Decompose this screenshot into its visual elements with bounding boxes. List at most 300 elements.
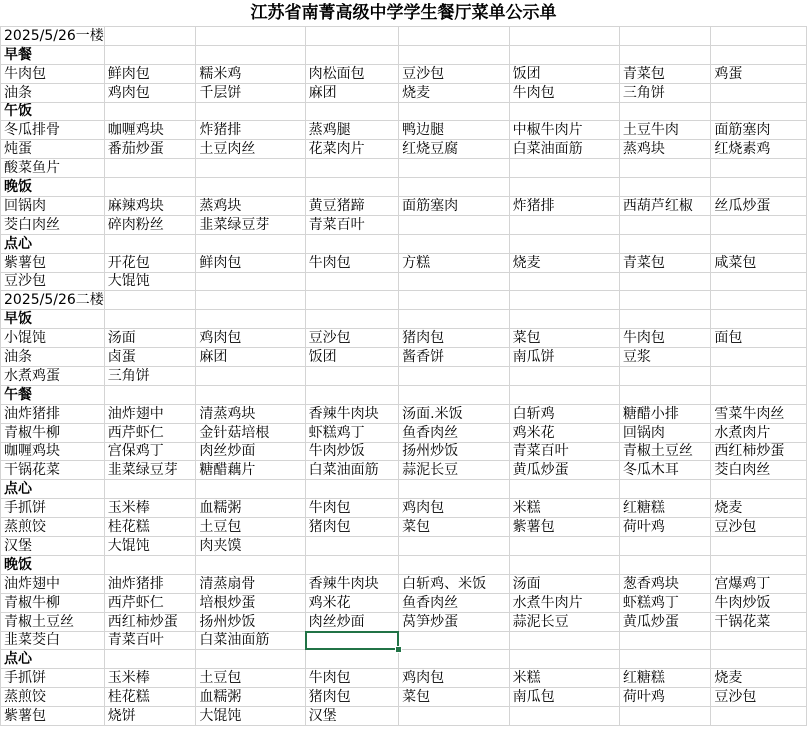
table-cell[interactable]: 蒸鸡腿 bbox=[305, 121, 399, 140]
table-cell[interactable]: 鸡肉包 bbox=[399, 669, 509, 688]
table-cell[interactable] bbox=[509, 291, 619, 310]
table-cell[interactable]: 牛肉包 bbox=[305, 499, 399, 518]
table-cell[interactable]: 青椒牛柳 bbox=[1, 423, 105, 442]
table-cell[interactable]: 干锅花菜 bbox=[1, 461, 105, 480]
table-cell[interactable] bbox=[305, 367, 399, 386]
table-cell[interactable]: 牛肉包 bbox=[509, 83, 619, 102]
table-cell[interactable] bbox=[104, 555, 196, 574]
table-cell[interactable]: 虾糕鸡丁 bbox=[305, 423, 399, 442]
table-cell[interactable]: 青菜百叶 bbox=[305, 215, 399, 234]
table-cell[interactable] bbox=[711, 178, 807, 197]
table-cell[interactable] bbox=[104, 291, 196, 310]
table-cell[interactable] bbox=[619, 385, 711, 404]
table-cell[interactable] bbox=[305, 291, 399, 310]
table-cell[interactable] bbox=[399, 178, 509, 197]
table-cell[interactable]: 荷叶鸡 bbox=[619, 688, 711, 707]
table-cell[interactable] bbox=[619, 555, 711, 574]
table-cell[interactable] bbox=[711, 310, 807, 329]
table-cell[interactable]: 鲜肉包 bbox=[104, 64, 196, 83]
table-cell[interactable] bbox=[399, 291, 509, 310]
table-cell[interactable]: 面包 bbox=[711, 329, 807, 348]
table-cell[interactable]: 桂花糕 bbox=[104, 518, 196, 537]
table-cell[interactable]: 南瓜包 bbox=[509, 688, 619, 707]
table-cell[interactable]: 油炸翅中 bbox=[104, 404, 196, 423]
table-cell[interactable]: 大馄饨 bbox=[104, 272, 196, 291]
table-cell[interactable]: 方糕 bbox=[399, 253, 509, 272]
table-cell[interactable] bbox=[305, 178, 399, 197]
section-header-cell[interactable]: 晚饭 bbox=[1, 555, 105, 574]
section-header-cell[interactable]: 点心 bbox=[1, 650, 105, 669]
section-header-cell[interactable]: 早餐 bbox=[1, 45, 105, 64]
table-cell[interactable] bbox=[104, 45, 196, 64]
table-cell[interactable]: 香辣牛肉块 bbox=[305, 574, 399, 593]
table-cell[interactable] bbox=[711, 234, 807, 253]
table-cell[interactable]: 肉丝炒面 bbox=[305, 612, 399, 631]
table-cell[interactable]: 咖喱鸡块 bbox=[1, 442, 105, 461]
table-cell[interactable]: 葱香鸡块 bbox=[619, 574, 711, 593]
table-cell[interactable]: 油条 bbox=[1, 348, 105, 367]
table-cell[interactable]: 西红柿炒蛋 bbox=[104, 612, 196, 631]
table-cell[interactable]: 鸡米花 bbox=[305, 593, 399, 612]
table-cell[interactable] bbox=[619, 367, 711, 386]
table-cell[interactable]: 宫爆鸡丁 bbox=[711, 574, 807, 593]
table-cell[interactable]: 水煮鸡蛋 bbox=[1, 367, 105, 386]
table-cell[interactable]: 牛肉包 bbox=[305, 253, 399, 272]
table-cell[interactable]: 牛肉炒饭 bbox=[711, 593, 807, 612]
table-cell[interactable] bbox=[305, 159, 399, 178]
table-cell[interactable]: 鱼香肉丝 bbox=[399, 423, 509, 442]
table-cell[interactable]: 玉米棒 bbox=[104, 669, 196, 688]
table-cell[interactable] bbox=[305, 45, 399, 64]
table-cell[interactable] bbox=[399, 631, 509, 650]
table-cell[interactable] bbox=[619, 234, 711, 253]
table-cell[interactable]: 青椒土豆丝 bbox=[619, 442, 711, 461]
table-cell[interactable] bbox=[196, 650, 305, 669]
table-cell[interactable]: 鸡肉包 bbox=[104, 83, 196, 102]
table-cell[interactable]: 面筋塞肉 bbox=[711, 121, 807, 140]
table-cell[interactable] bbox=[399, 385, 509, 404]
table-cell[interactable]: 面筋塞肉 bbox=[399, 197, 509, 216]
table-cell[interactable] bbox=[711, 159, 807, 178]
table-cell[interactable]: 烧麦 bbox=[509, 253, 619, 272]
table-cell[interactable]: 油条 bbox=[1, 83, 105, 102]
table-cell[interactable]: 白斩鸡 bbox=[509, 404, 619, 423]
table-cell[interactable] bbox=[711, 367, 807, 386]
table-cell[interactable]: 牛肉包 bbox=[619, 329, 711, 348]
table-cell[interactable]: 金针菇培根 bbox=[196, 423, 305, 442]
table-cell[interactable]: 紫薯包 bbox=[509, 518, 619, 537]
table-cell[interactable] bbox=[711, 83, 807, 102]
table-cell[interactable]: 2025/5/26一楼 bbox=[1, 27, 105, 46]
table-cell[interactable] bbox=[711, 707, 807, 726]
table-cell[interactable]: 牛肉包 bbox=[305, 669, 399, 688]
table-cell[interactable]: 碎肉粉丝 bbox=[104, 215, 196, 234]
table-cell[interactable] bbox=[104, 234, 196, 253]
table-cell[interactable]: 青椒土豆丝 bbox=[1, 612, 105, 631]
table-cell[interactable] bbox=[399, 480, 509, 499]
table-cell[interactable] bbox=[104, 27, 196, 46]
table-cell[interactable] bbox=[619, 480, 711, 499]
table-cell[interactable]: 鲜肉包 bbox=[196, 253, 305, 272]
table-cell[interactable]: 大馄饨 bbox=[104, 537, 196, 556]
table-cell[interactable] bbox=[196, 480, 305, 499]
table-cell[interactable] bbox=[619, 159, 711, 178]
table-cell[interactable] bbox=[305, 310, 399, 329]
table-cell[interactable]: 青菜百叶 bbox=[104, 631, 196, 650]
table-cell[interactable]: 鸡肉包 bbox=[399, 499, 509, 518]
table-cell[interactable]: 鸡蛋 bbox=[711, 64, 807, 83]
table-cell[interactable]: 紫薯包 bbox=[1, 253, 105, 272]
table-cell[interactable] bbox=[509, 272, 619, 291]
table-cell[interactable]: 宫保鸡丁 bbox=[104, 442, 196, 461]
table-cell[interactable]: 三角饼 bbox=[104, 367, 196, 386]
fill-handle[interactable] bbox=[395, 646, 402, 653]
table-row bbox=[1, 631, 807, 650]
table-cell[interactable] bbox=[104, 650, 196, 669]
table-cell[interactable] bbox=[305, 272, 399, 291]
table-cell[interactable] bbox=[399, 45, 509, 64]
table-cell[interactable] bbox=[711, 385, 807, 404]
table-cell[interactable]: 开花包 bbox=[104, 253, 196, 272]
table-cell[interactable] bbox=[196, 291, 305, 310]
table-cell[interactable]: 菜包 bbox=[399, 688, 509, 707]
table-cell[interactable]: 小馄饨 bbox=[1, 329, 105, 348]
table-cell[interactable]: 卤蛋 bbox=[104, 348, 196, 367]
table-cell[interactable]: 中椒牛肉片 bbox=[509, 121, 619, 140]
table-cell[interactable]: 猪肉包 bbox=[305, 518, 399, 537]
table-cell[interactable] bbox=[619, 27, 711, 46]
table-cell[interactable] bbox=[305, 385, 399, 404]
table-cell[interactable]: 烧麦 bbox=[711, 499, 807, 518]
section-header-cell[interactable]: 点心 bbox=[1, 234, 105, 253]
table-cell[interactable] bbox=[711, 45, 807, 64]
table-cell[interactable] bbox=[399, 272, 509, 291]
table-cell[interactable] bbox=[619, 272, 711, 291]
table-cell[interactable]: 西芹虾仁 bbox=[104, 423, 196, 442]
table-cell[interactable] bbox=[305, 650, 399, 669]
table-cell[interactable]: 牛肉包 bbox=[1, 64, 105, 83]
table-cell[interactable]: 糯米鸡 bbox=[196, 64, 305, 83]
table-cell[interactable] bbox=[619, 215, 711, 234]
table-cell[interactable]: 土豆包 bbox=[196, 669, 305, 688]
section-header-cell[interactable]: 午餐 bbox=[1, 385, 105, 404]
table-cell[interactable]: 汤面 bbox=[104, 329, 196, 348]
table-cell[interactable] bbox=[509, 650, 619, 669]
table-cell[interactable] bbox=[196, 234, 305, 253]
table-cell[interactable]: 丝瓜炒蛋 bbox=[711, 197, 807, 216]
table-cell[interactable]: 香辣牛肉块 bbox=[305, 404, 399, 423]
table-cell[interactable] bbox=[509, 310, 619, 329]
section-header-cell[interactable]: 晚饭 bbox=[1, 178, 105, 197]
table-cell[interactable]: 白菜油面筋 bbox=[305, 461, 399, 480]
table-cell[interactable]: 扬州炒饭 bbox=[399, 442, 509, 461]
table-cell[interactable] bbox=[509, 555, 619, 574]
table-cell[interactable] bbox=[711, 215, 807, 234]
table-cell[interactable] bbox=[509, 27, 619, 46]
table-cell[interactable]: 咸菜包 bbox=[711, 253, 807, 272]
table-cell[interactable]: 糖醋藕片 bbox=[196, 461, 305, 480]
table-cell[interactable]: 牛肉炒饭 bbox=[305, 442, 399, 461]
table-cell[interactable]: 肉夹馍 bbox=[196, 537, 305, 556]
table-cell[interactable] bbox=[711, 272, 807, 291]
table-cell[interactable]: 血糯粥 bbox=[196, 499, 305, 518]
table-cell[interactable]: 豆沙包 bbox=[711, 688, 807, 707]
table-cell[interactable] bbox=[196, 27, 305, 46]
table-cell[interactable] bbox=[509, 102, 619, 121]
table-cell[interactable]: 菜包 bbox=[399, 518, 509, 537]
date-label-row bbox=[1, 291, 807, 310]
table-cell[interactable]: 西红柿炒蛋 bbox=[711, 442, 807, 461]
table-cell[interactable]: 麻团 bbox=[196, 348, 305, 367]
table-cell[interactable]: 油炸猪排 bbox=[1, 404, 105, 423]
table-cell[interactable]: 油炸猪排 bbox=[104, 574, 196, 593]
table-cell[interactable] bbox=[619, 291, 711, 310]
table-cell[interactable]: 蒸鸡块 bbox=[196, 197, 305, 216]
table-cell[interactable]: 手抓饼 bbox=[1, 669, 105, 688]
table-cell[interactable]: 土豆肉丝 bbox=[196, 140, 305, 159]
table-cell[interactable]: 水煮肉片 bbox=[711, 423, 807, 442]
table-cell[interactable]: 豆沙包 bbox=[305, 329, 399, 348]
table-cell[interactable] bbox=[196, 178, 305, 197]
section-header-cell[interactable]: 午饭 bbox=[1, 102, 105, 121]
table-cell[interactable]: 回锅肉 bbox=[1, 197, 105, 216]
table-cell[interactable] bbox=[619, 102, 711, 121]
table-cell[interactable] bbox=[711, 537, 807, 556]
table-cell[interactable] bbox=[509, 178, 619, 197]
table-cell[interactable]: 米糕 bbox=[509, 499, 619, 518]
table-cell[interactable]: 豆浆 bbox=[619, 348, 711, 367]
table-cell[interactable] bbox=[305, 27, 399, 46]
table-cell[interactable] bbox=[104, 385, 196, 404]
table-cell[interactable]: 韭菜绿豆芽 bbox=[196, 215, 305, 234]
table-cell[interactable]: 猪肉包 bbox=[305, 688, 399, 707]
table-cell[interactable]: 花菜肉片 bbox=[305, 140, 399, 159]
table-cell[interactable] bbox=[711, 650, 807, 669]
table-cell[interactable]: 冬瓜排骨 bbox=[1, 121, 105, 140]
table-cell[interactable]: 青菜包 bbox=[619, 64, 711, 83]
table-cell[interactable]: 荷叶鸡 bbox=[619, 518, 711, 537]
table-cell[interactable]: 汤面 bbox=[509, 574, 619, 593]
table-cell[interactable] bbox=[196, 310, 305, 329]
table-cell[interactable]: 蒸煎饺 bbox=[1, 518, 105, 537]
table-cell[interactable]: 青菜百叶 bbox=[509, 442, 619, 461]
table-cell[interactable]: 桂花糕 bbox=[104, 688, 196, 707]
table-cell[interactable]: 三角饼 bbox=[619, 83, 711, 102]
table-cell[interactable] bbox=[399, 650, 509, 669]
table-cell[interactable]: 玉米棒 bbox=[104, 499, 196, 518]
table-cell[interactable]: 红烧豆腐 bbox=[399, 140, 509, 159]
table-cell[interactable] bbox=[305, 480, 399, 499]
table-cell[interactable]: 汉堡 bbox=[1, 537, 105, 556]
table-cell[interactable]: 冬瓜木耳 bbox=[619, 461, 711, 480]
table-cell[interactable]: 肉松面包 bbox=[305, 64, 399, 83]
table-cell[interactable]: 白菜油面筋 bbox=[509, 140, 619, 159]
table-cell[interactable] bbox=[305, 537, 399, 556]
table-cell[interactable]: 烧麦 bbox=[711, 669, 807, 688]
table-cell[interactable]: 糖醋小排 bbox=[619, 404, 711, 423]
table-cell[interactable]: 酸菜鱼片 bbox=[1, 159, 105, 178]
table-cell[interactable]: 米糕 bbox=[509, 669, 619, 688]
table-cell[interactable]: 红烧素鸡 bbox=[711, 140, 807, 159]
table-cell[interactable]: 西葫芦红椒 bbox=[619, 197, 711, 216]
table-cell[interactable] bbox=[509, 537, 619, 556]
table-cell[interactable]: 扬州炒饭 bbox=[196, 612, 305, 631]
table-cell[interactable] bbox=[196, 102, 305, 121]
table-cell[interactable]: 黄瓜炒蛋 bbox=[619, 612, 711, 631]
table-cell[interactable]: 水煮牛肉片 bbox=[509, 593, 619, 612]
table-cell[interactable]: 血糯粥 bbox=[196, 688, 305, 707]
table-cell[interactable]: 烧饼 bbox=[104, 707, 196, 726]
table-cell[interactable]: 豆沙包 bbox=[1, 272, 105, 291]
table-cell[interactable] bbox=[619, 45, 711, 64]
table-cell[interactable]: 鸡米花 bbox=[509, 423, 619, 442]
table-cell[interactable] bbox=[711, 480, 807, 499]
table-cell[interactable] bbox=[104, 178, 196, 197]
table-cell[interactable]: 紫薯包 bbox=[1, 707, 105, 726]
table-cell[interactable] bbox=[711, 102, 807, 121]
table-cell[interactable] bbox=[399, 27, 509, 46]
table-cell[interactable]: 鸭边腿 bbox=[399, 121, 509, 140]
table-cell[interactable]: 饭团 bbox=[305, 348, 399, 367]
table-cell[interactable]: 汉堡 bbox=[305, 707, 399, 726]
table-cell[interactable]: 蒜泥长豆 bbox=[399, 461, 509, 480]
table-cell[interactable]: 黄瓜炒蛋 bbox=[509, 461, 619, 480]
table-cell[interactable]: 雪菜牛肉丝 bbox=[711, 404, 807, 423]
table-cell[interactable] bbox=[399, 537, 509, 556]
table-cell[interactable] bbox=[399, 234, 509, 253]
table-cell[interactable] bbox=[711, 291, 807, 310]
selected-cell[interactable] bbox=[305, 631, 399, 650]
table-cell[interactable]: 豆沙包 bbox=[399, 64, 509, 83]
table-cell[interactable] bbox=[509, 367, 619, 386]
table-cell[interactable] bbox=[509, 480, 619, 499]
table-cell[interactable]: 2025/5/26二楼 bbox=[1, 291, 105, 310]
table-cell[interactable]: 猪肉包 bbox=[399, 329, 509, 348]
table-cell[interactable] bbox=[399, 555, 509, 574]
table-cell[interactable]: 肉丝炒面 bbox=[196, 442, 305, 461]
table-cell[interactable] bbox=[399, 707, 509, 726]
table-cell[interactable]: 红糖糕 bbox=[619, 499, 711, 518]
table-cell[interactable]: 麻团 bbox=[305, 83, 399, 102]
table-cell[interactable] bbox=[619, 310, 711, 329]
table-cell[interactable] bbox=[509, 159, 619, 178]
table-cell[interactable]: 清蒸扇骨 bbox=[196, 574, 305, 593]
table-cell[interactable] bbox=[399, 102, 509, 121]
table-cell[interactable]: 炖蛋 bbox=[1, 140, 105, 159]
table-cell[interactable] bbox=[196, 385, 305, 404]
table-cell[interactable]: 鱼香肉丝 bbox=[399, 593, 509, 612]
table-cell[interactable] bbox=[196, 367, 305, 386]
table-cell[interactable]: 虾糕鸡丁 bbox=[619, 593, 711, 612]
table-cell[interactable] bbox=[711, 27, 807, 46]
table-cell[interactable] bbox=[399, 159, 509, 178]
table-cell[interactable]: 茭白肉丝 bbox=[711, 461, 807, 480]
table-cell[interactable]: 西芹虾仁 bbox=[104, 593, 196, 612]
table-cell[interactable]: 白菜油面筋 bbox=[196, 631, 305, 650]
table-cell[interactable]: 蒸鸡块 bbox=[619, 140, 711, 159]
table-cell[interactable] bbox=[104, 102, 196, 121]
table-cell[interactable]: 青椒牛柳 bbox=[1, 593, 105, 612]
table-cell[interactable] bbox=[711, 348, 807, 367]
table-cell[interactable] bbox=[619, 650, 711, 669]
table-cell[interactable] bbox=[196, 555, 305, 574]
table-cell[interactable] bbox=[196, 159, 305, 178]
table-cell[interactable] bbox=[509, 45, 619, 64]
table-cell[interactable] bbox=[711, 555, 807, 574]
table-cell[interactable]: 清蒸鸡块 bbox=[196, 404, 305, 423]
table-cell[interactable] bbox=[399, 215, 509, 234]
table-cell[interactable]: 油炸翅中 bbox=[1, 574, 105, 593]
table-cell[interactable]: 土豆牛肉 bbox=[619, 121, 711, 140]
table-cell[interactable]: 麻辣鸡块 bbox=[104, 197, 196, 216]
table-cell[interactable] bbox=[619, 178, 711, 197]
table-cell[interactable]: 南瓜饼 bbox=[509, 348, 619, 367]
spreadsheet-grid[interactable] bbox=[0, 26, 807, 726]
table-cell[interactable]: 汤面.米饭 bbox=[399, 404, 509, 423]
table-cell[interactable]: 菜包 bbox=[509, 329, 619, 348]
table-cell[interactable] bbox=[399, 367, 509, 386]
table-cell[interactable] bbox=[509, 707, 619, 726]
table-cell[interactable]: 鸡肉包 bbox=[196, 329, 305, 348]
table-cell[interactable]: 手抓饼 bbox=[1, 499, 105, 518]
table-cell[interactable]: 莴笋炒蛋 bbox=[399, 612, 509, 631]
section-header-cell[interactable]: 点心 bbox=[1, 480, 105, 499]
table-cell[interactable] bbox=[509, 385, 619, 404]
table-cell[interactable] bbox=[509, 234, 619, 253]
table-cell[interactable] bbox=[305, 555, 399, 574]
table-cell[interactable]: 饭团 bbox=[509, 64, 619, 83]
table-cell[interactable]: 蒸煎饺 bbox=[1, 688, 105, 707]
table-cell[interactable] bbox=[711, 631, 807, 650]
table-cell[interactable]: 回锅肉 bbox=[619, 423, 711, 442]
table-cell[interactable]: 烧麦 bbox=[399, 83, 509, 102]
table-cell[interactable]: 红糖糕 bbox=[619, 669, 711, 688]
table-cell[interactable]: 土豆包 bbox=[196, 518, 305, 537]
table-cell[interactable] bbox=[104, 310, 196, 329]
table-cell[interactable]: 干锅花菜 bbox=[711, 612, 807, 631]
table-cell[interactable] bbox=[509, 631, 619, 650]
table-cell[interactable] bbox=[509, 215, 619, 234]
table-cell[interactable]: 酱香饼 bbox=[399, 348, 509, 367]
table-cell[interactable]: 大馄饨 bbox=[196, 707, 305, 726]
table-cell[interactable] bbox=[196, 272, 305, 291]
table-cell[interactable]: 培根炒蛋 bbox=[196, 593, 305, 612]
table-cell[interactable]: 黄豆猪蹄 bbox=[305, 197, 399, 216]
table-cell[interactable]: 豆沙包 bbox=[711, 518, 807, 537]
table-cell[interactable]: 白斩鸡、米饭 bbox=[399, 574, 509, 593]
table-cell[interactable]: 茭白肉丝 bbox=[1, 215, 105, 234]
table-cell[interactable]: 千层饼 bbox=[196, 83, 305, 102]
table-cell[interactable] bbox=[619, 631, 711, 650]
table-cell[interactable] bbox=[399, 310, 509, 329]
table-cell[interactable]: 番茄炒蛋 bbox=[104, 140, 196, 159]
table-cell[interactable]: 韭菜茭白 bbox=[1, 631, 105, 650]
table-cell[interactable]: 韭菜绿豆芽 bbox=[104, 461, 196, 480]
table-cell[interactable]: 咖喱鸡块 bbox=[104, 121, 196, 140]
table-cell[interactable] bbox=[619, 537, 711, 556]
table-cell[interactable]: 蒜泥长豆 bbox=[509, 612, 619, 631]
table-cell[interactable]: 炸猪排 bbox=[509, 197, 619, 216]
table-cell[interactable] bbox=[305, 234, 399, 253]
table-cell[interactable] bbox=[104, 159, 196, 178]
table-cell[interactable] bbox=[196, 45, 305, 64]
table-cell[interactable]: 青菜包 bbox=[619, 253, 711, 272]
table-cell[interactable]: 炸猪排 bbox=[196, 121, 305, 140]
table-cell[interactable] bbox=[619, 707, 711, 726]
table-cell[interactable] bbox=[104, 480, 196, 499]
table-cell[interactable] bbox=[305, 102, 399, 121]
section-header-cell[interactable]: 早饭 bbox=[1, 310, 105, 329]
